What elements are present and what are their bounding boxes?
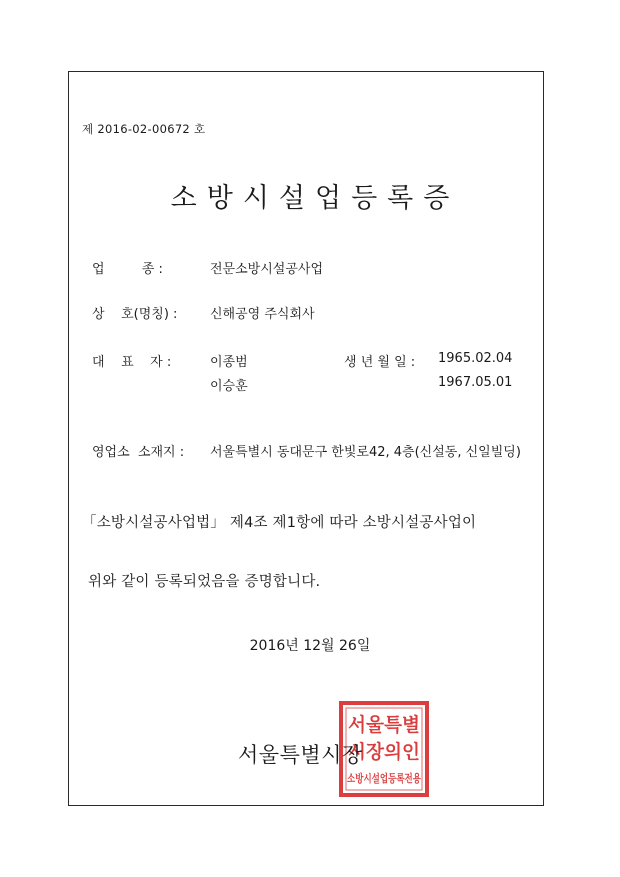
issue-date: 2016년 12월 26일 [249, 638, 371, 654]
office-address-label: 영업소 소재지 : [92, 445, 185, 460]
statement-line-1: 「소방시설공사업법」 제4조 제1항에 따라 소방시설공사업이 [82, 515, 477, 531]
representative-name-2: 이승훈 [210, 379, 248, 394]
representative-name-1: 이종범 [210, 355, 248, 370]
birth-date-2: 1967.05.01 [438, 375, 513, 390]
birth-date-label: 생 년 월 일 : [344, 355, 416, 370]
business-type-label: 업 종 : [92, 262, 163, 277]
registration-number: 제 2016-02-00672 호 [82, 122, 206, 136]
trade-name-label: 상 호(명칭) : [92, 307, 178, 322]
business-type-value: 전문소방시설공사업 [210, 262, 324, 277]
svg-text:서울특별: 서울특별 [348, 714, 422, 736]
birth-date-1: 1965.02.04 [438, 351, 513, 366]
svg-text:시장의인: 시장의인 [348, 741, 422, 763]
representative-label: 대 표 자 : [92, 355, 172, 370]
office-address-value: 서울특별시 동대문구 한빛로42, 4층(신설동, 신일빌딩) [210, 445, 521, 460]
trade-name-value: 신해공영 주식회사 [210, 307, 315, 322]
statement-line-2: 위와 같이 등록되었음을 증명합니다. [88, 574, 321, 590]
svg-text:소방시설업등록전용: 소방시설업등록전용 [347, 772, 443, 785]
document-title: 소방시설업등록증 [170, 183, 460, 214]
issuer-name: 서울특별시장 [238, 743, 363, 767]
